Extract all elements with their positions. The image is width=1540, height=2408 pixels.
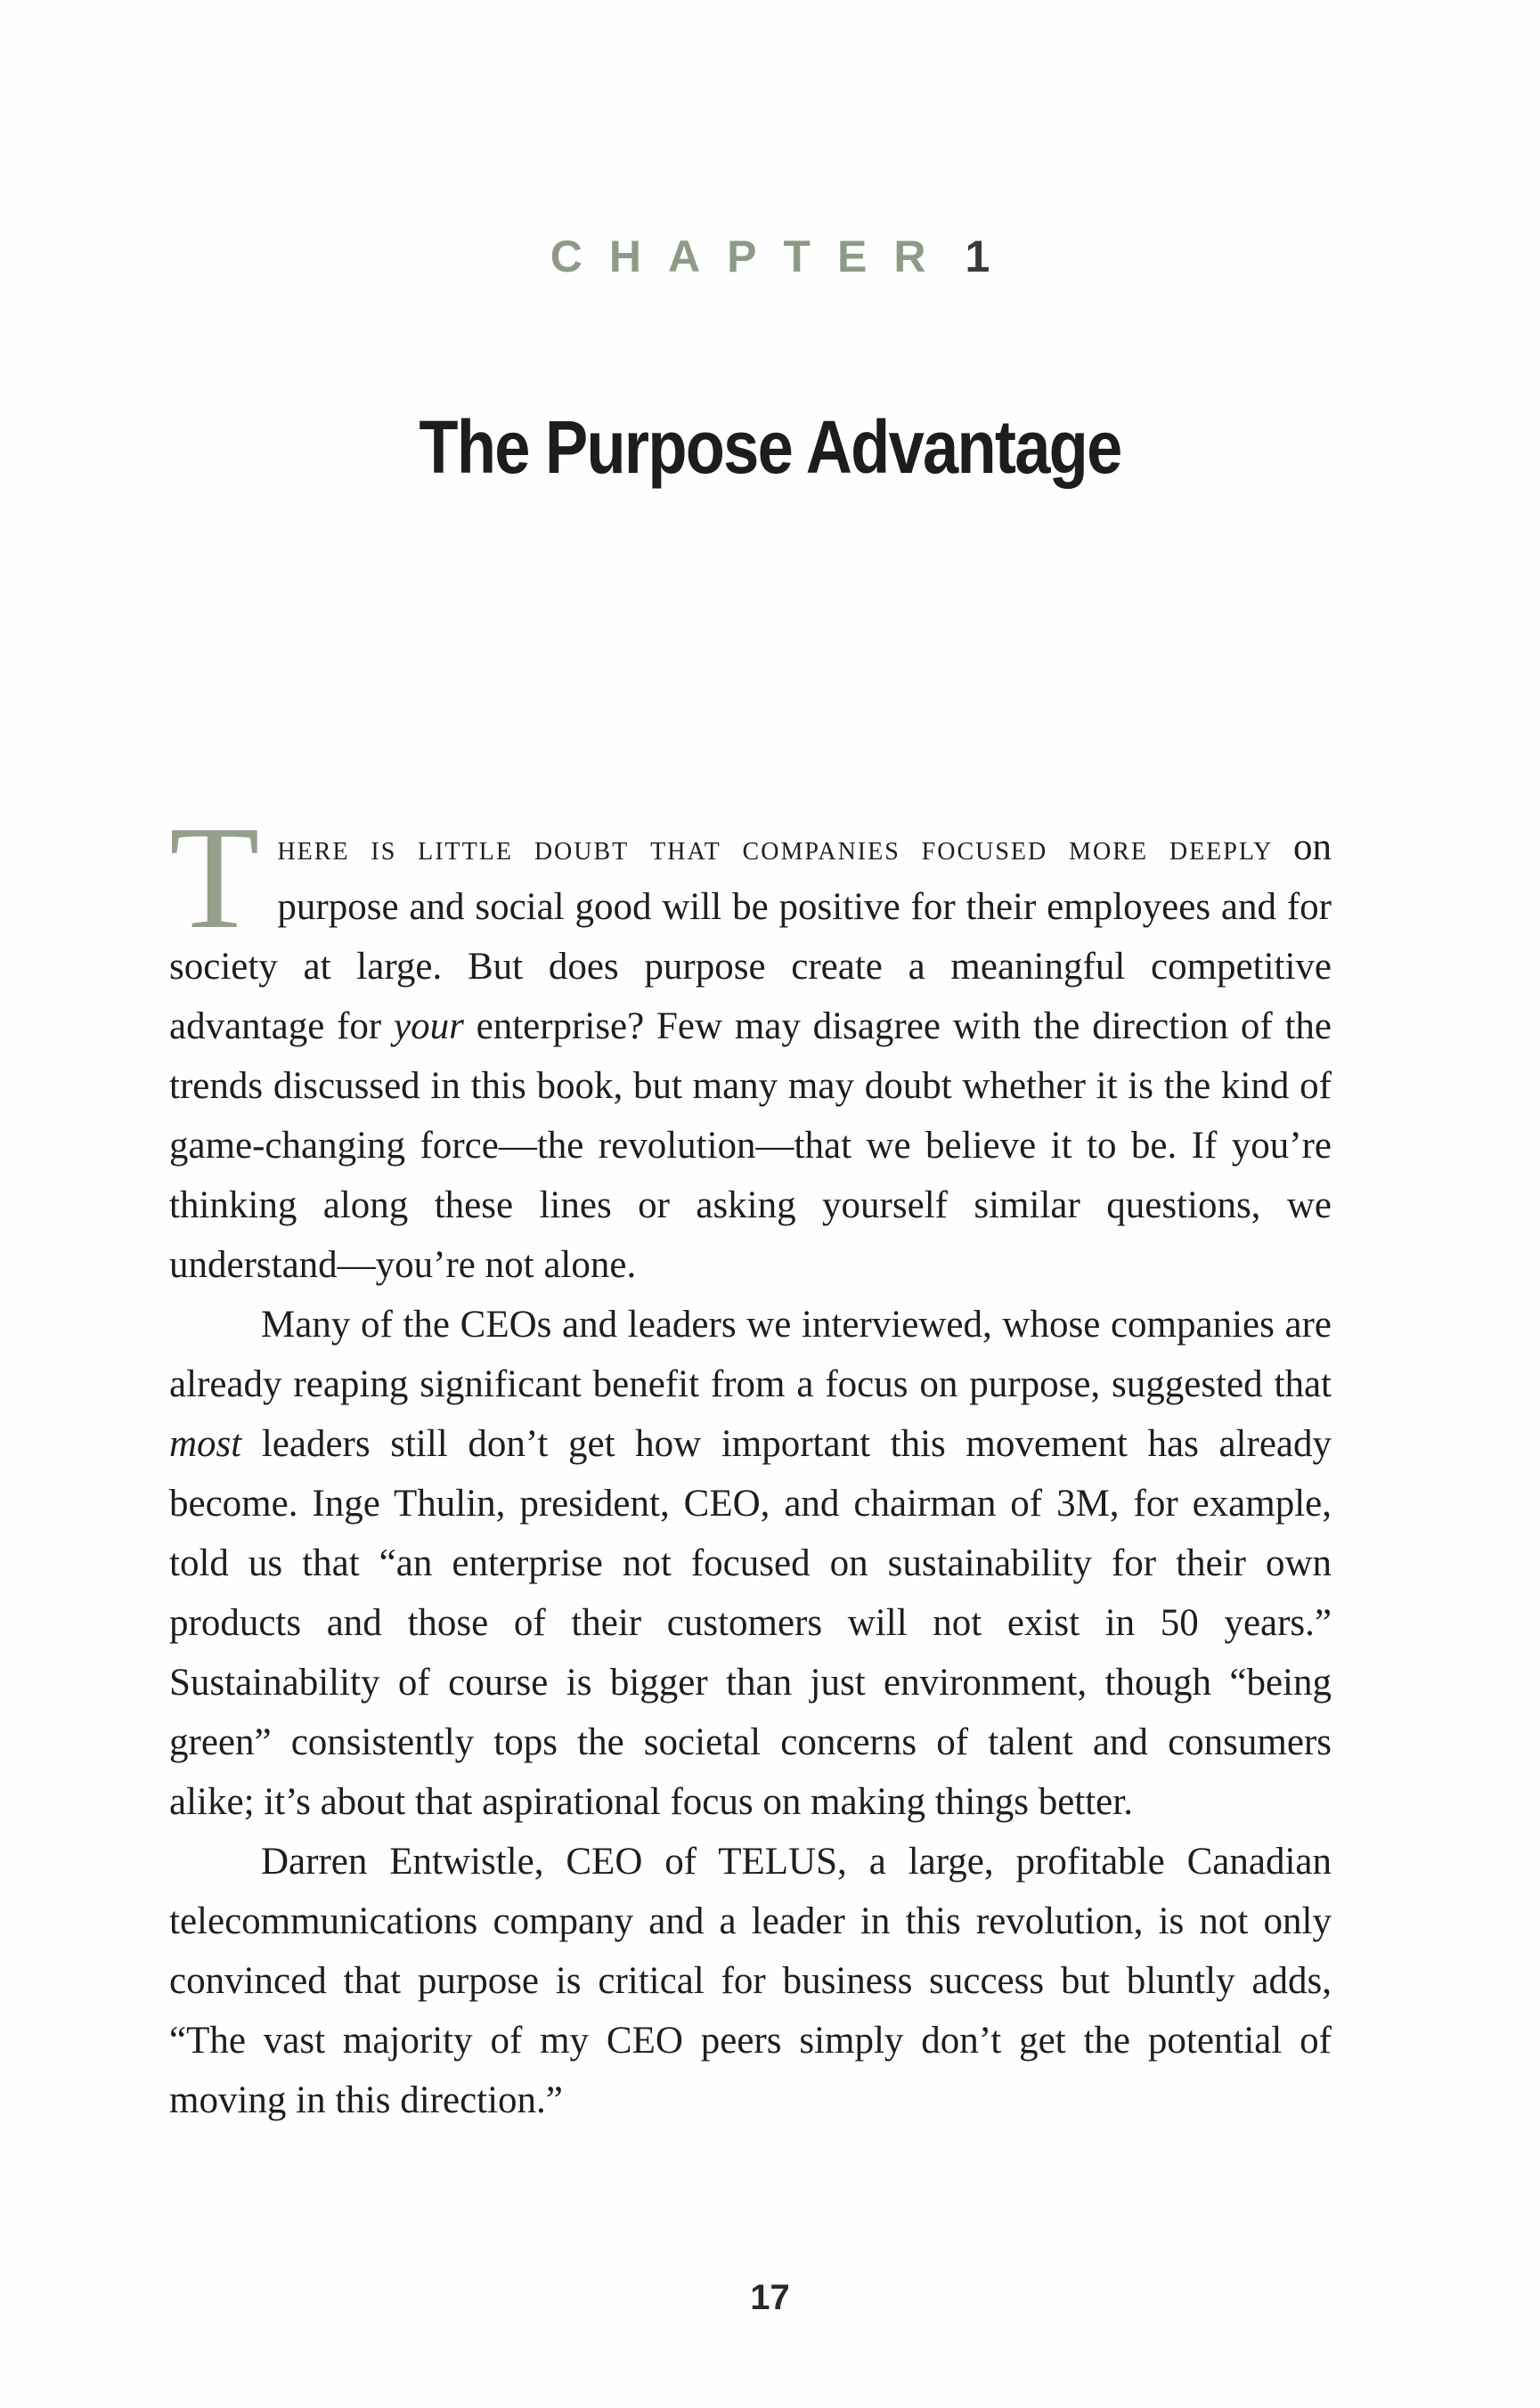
paragraph-1-text-b: enterprise? Few may disagree with the direction of the trends discussed in this book, but many may doubt whether it is the kind of game-changing force—the revolution—that we believe it to be. If you’re thinking along these lines or asking yourself similar questions, we understand—you’re not alone.	[169, 1005, 1332, 1286]
chapter-word: CHAPTER	[550, 232, 953, 281]
page-number: 17	[750, 2278, 790, 2317]
paragraph-2	[169, 1295, 1332, 1832]
chapter-label	[0, 230, 1540, 283]
chapter-body	[169, 795, 1332, 2130]
paragraph-1	[169, 795, 1332, 1295]
paragraph-1-text-a: on purpose and social good will be positive for their employees and for society at large. But does purpose create a meaningful competitive advantage for	[169, 826, 1332, 1047]
paragraph-2-text-b: leaders still don’t get how important this movement has already become. Inge Thulin, president, CEO, and chairman of 3M, for example, told us that “an enterprise not focused on sustainability for their own products and those of their customers will not exist in 50 years.” Sustainability of course is bigger than just environment, though “being green” consistently tops the societal concerns of talent and consumers alike; it’s about that aspirational focus on making things better.	[169, 1423, 1332, 1823]
paragraph-2-text-a: Many of the CEOs and leaders we interviewed, whose companies are already reaping significant benefit from a focus on purpose, suggested that	[169, 1304, 1332, 1405]
chapter-title: The Purpose Advantage	[419, 405, 1121, 489]
lead-in-small-caps: here is little doubt that companies focused more deeply	[277, 827, 1274, 867]
paragraph-3: Darren Entwistle, CEO of TELUS, a large, profitable Canadian telecommunications company and a leader in this revolution, is not only convinced that purpose is critical for business success but bluntly adds, “The vast majority of my CEO peers simply don’t get the potential of moving in this direction.”	[169, 1841, 1332, 2121]
emphasis-your: your	[394, 1005, 464, 1047]
drop-cap: T	[169, 795, 260, 959]
chapter-number: 1	[965, 232, 990, 281]
emphasis-most: most	[169, 1423, 242, 1465]
